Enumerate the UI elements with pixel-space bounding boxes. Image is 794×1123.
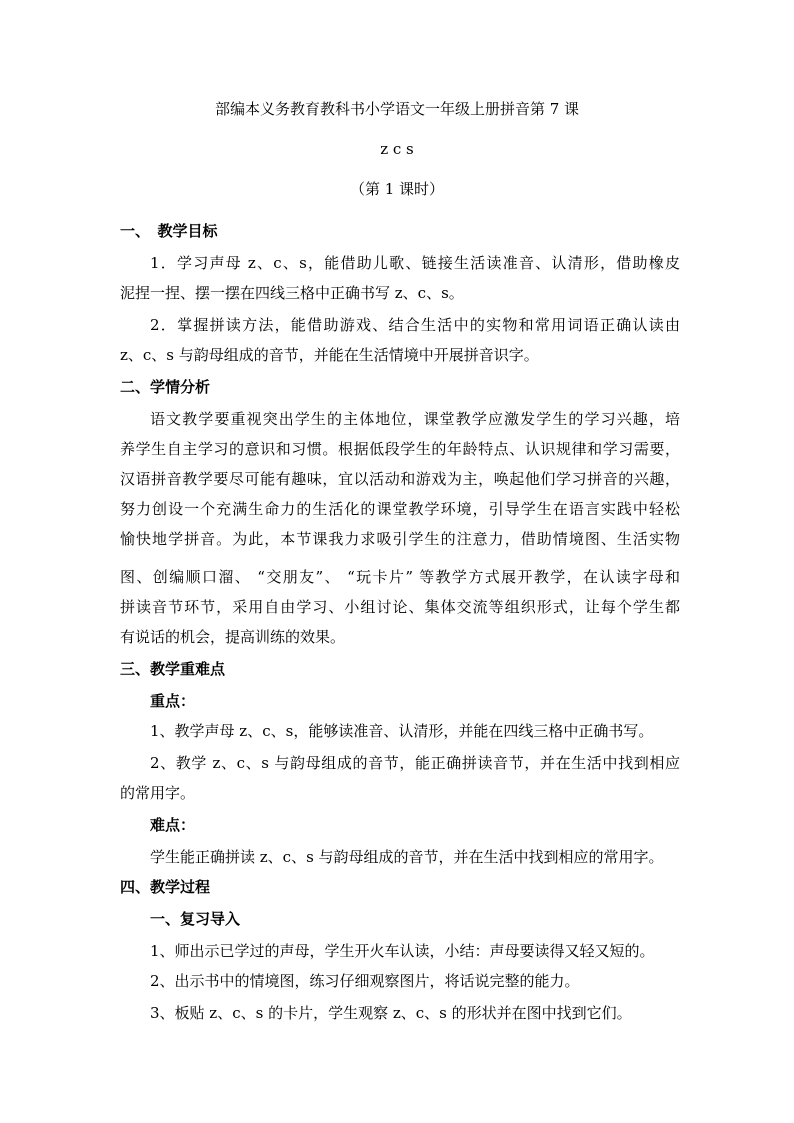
document-subtitle: z c s	[380, 140, 414, 158]
analysis-line-7: 拼读音节环节，采用自由学习、小组讨论、集体交流等组织形式，让每个学生都	[120, 598, 680, 616]
goals-line-3: 2．掌握拼读方法，能借助游戏、结合生活中的实物和常用词语正确认读由	[150, 316, 680, 334]
process-line-3: 3、板贴 z、c、s 的卡片，学生观察 z、c、s 的形状并在图中找到它们。	[150, 1004, 632, 1022]
goals-line-4: z、c、s 与韵母组成的音节，并能在生活情境中开展拼音识字。	[120, 346, 539, 364]
process-line-1: 1、师出示已学过的声母，学生开火车认读，小结：声母要读得又轻又短的。	[150, 942, 655, 960]
analysis-line-6: 图、创编顺口溜、 “交朋友”、 “玩卡片” 等教学方式展开教学，在认读字母和	[120, 568, 680, 586]
document-title: 部编本义务教育教科书小学语文一年级上册拼音第 7 课	[214, 100, 580, 118]
key-line-2: 2、教学 z、c、s 与韵母组成的音节，能正确拼读音节，并在生活中找到相应	[150, 754, 680, 772]
section-heading-goals: 一、 教学目标	[120, 222, 218, 240]
analysis-line-1: 语文教学要重视突出学生的主体地位，课堂教学应激发学生的学习兴趣，培	[150, 410, 680, 428]
analysis-line-5: 愉快地学拼音。为此，本节课我力求吸引学生的注意力，借助情境图、生活实物	[120, 530, 680, 548]
analysis-line-8: 有说话的机会，提高训练的效果。	[120, 628, 346, 646]
section-heading-process: 四、教学过程	[120, 878, 211, 896]
goals-line-1: 1．学习声母 z、c、s，能借助儿歌、链接生活读准音、认清形，借助橡皮	[150, 254, 680, 272]
difficulty-line-1: 学生能正确拼读 z、c、s 与韵母组成的音节，并在生活中找到相应的常用字。	[150, 848, 664, 866]
key-line-1: 1、教学声母 z、c、s，能够读准音、认清形，并能在四线三格中正确书写。	[150, 722, 654, 740]
process-subheading: 一、复习导入	[150, 910, 241, 928]
analysis-line-2: 养学生自主学习的意识和习惯。根据低段学生的年龄特点、认识规律和学习需要，	[120, 440, 680, 458]
session-label: （第 1 课时）	[349, 180, 445, 198]
analysis-line-4: 努力创设一个充满生命力的生活化的课堂教学环境，引导学生在语言实践中轻松	[120, 500, 680, 518]
difficulty-label: 难点：	[150, 816, 196, 834]
process-line-2: 2、出示书中的情境图，练习仔细观察图片，将话说完整的能力。	[150, 972, 580, 990]
section-heading-keypoints: 三、教学重难点	[120, 660, 226, 678]
goals-line-2: 泥捏一捏、摆一摆在四线三格中正确书写 z、c、s。	[120, 284, 464, 302]
analysis-line-3: 汉语拼音教学要尽可能有趣味，宜以活动和游戏为主，唤起他们学习拼音的兴趣，	[120, 470, 680, 488]
section-heading-analysis: 二、学情分析	[120, 378, 211, 396]
key-label: 重点：	[150, 692, 196, 710]
key-line-3: 的常用字。	[120, 784, 196, 802]
